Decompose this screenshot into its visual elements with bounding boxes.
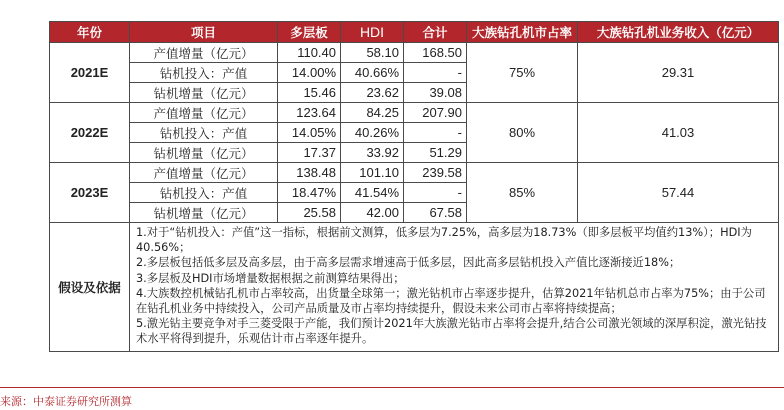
total-cell: 168.50 bbox=[404, 43, 467, 63]
assumption-note: 3.多层板及HDI市场增量数据根据之前测算结果得出； bbox=[136, 271, 405, 285]
hdi-cell: 33.92 bbox=[341, 143, 404, 163]
multilayer-cell: 25.58 bbox=[278, 203, 341, 223]
year-cell: 2021E bbox=[50, 43, 130, 103]
total-cell: 67.58 bbox=[404, 203, 467, 223]
item-cell: 产值增量（亿元） bbox=[130, 163, 278, 183]
hdi-cell: 101.10 bbox=[341, 163, 404, 183]
multilayer-cell: 18.47% bbox=[278, 183, 341, 203]
header-year: 年份 bbox=[50, 22, 130, 43]
multilayer-cell: 14.05% bbox=[278, 123, 341, 143]
item-cell: 钻机投入：产值 bbox=[130, 123, 278, 143]
total-cell: - bbox=[404, 63, 467, 83]
multilayer-cell: 110.40 bbox=[278, 43, 341, 63]
item-cell: 钻机增量（亿元） bbox=[130, 143, 278, 163]
table-row bbox=[50, 43, 779, 63]
hdi-cell: 42.00 bbox=[341, 203, 404, 223]
share-cell: 80% bbox=[467, 103, 578, 163]
total-cell: - bbox=[404, 123, 467, 143]
source-note: 来源：中泰证券研究所测算 bbox=[0, 395, 132, 408]
year-cell: 2023E bbox=[50, 163, 130, 223]
assumptions-notes bbox=[130, 223, 779, 352]
multilayer-cell: 138.48 bbox=[278, 163, 341, 183]
header-revenue: 大族钻孔机业务收入（亿元） bbox=[578, 22, 779, 43]
table-row bbox=[50, 163, 779, 183]
header-share: 大族钻孔机市占率 bbox=[467, 22, 578, 43]
header-item: 项目 bbox=[130, 22, 278, 43]
hdi-cell: 40.66% bbox=[341, 63, 404, 83]
multilayer-cell: 15.46 bbox=[278, 83, 341, 103]
revenue-cell: 57.44 bbox=[578, 163, 779, 223]
item-cell: 钻机增量（亿元） bbox=[130, 83, 278, 103]
year-cell: 2022E bbox=[50, 103, 130, 163]
forecast-table bbox=[49, 21, 779, 352]
assumption-note: 5.激光钻主要竞争对手三菱受限于产能，我们预计2021年大族激光钻市占率将会提升,结合公司激光领域的深厚积淀，激光钻技术水平将得到提升，乐观估计市占率逐年提升。 bbox=[136, 317, 767, 346]
multilayer-cell: 17.37 bbox=[278, 143, 341, 163]
total-cell: 51.29 bbox=[404, 143, 467, 163]
assumption-note: 1.对于“钻机投入：产值”这一指标，根据前文测算，低多层为7.25%，高多层为18.73%（即多层板平均值约13%）；HDI为40.56%； bbox=[136, 226, 752, 255]
multilayer-cell: 14.00% bbox=[278, 63, 341, 83]
hdi-cell: 40.26% bbox=[341, 123, 404, 143]
assumption-note: 2.多层板包括低多层及高多层，由于高多层需求增速高于低多层，因此高多层钻机投入产值比逐渐接近18%； bbox=[136, 256, 681, 270]
item-cell: 产值增量（亿元） bbox=[130, 103, 278, 123]
share-cell: 85% bbox=[467, 163, 578, 223]
header-row bbox=[50, 22, 779, 43]
header-multilayer: 多层板 bbox=[278, 22, 341, 43]
total-cell: 39.08 bbox=[404, 83, 467, 103]
header-hdi: HDI bbox=[341, 22, 404, 43]
total-cell: 207.90 bbox=[404, 103, 467, 123]
item-cell: 钻机投入：产值 bbox=[130, 63, 278, 83]
item-cell: 钻机投入：产值 bbox=[130, 183, 278, 203]
revenue-cell: 29.31 bbox=[578, 43, 779, 103]
total-cell: - bbox=[404, 183, 467, 203]
total-cell: 239.58 bbox=[404, 163, 467, 183]
header-total: 合计 bbox=[404, 22, 467, 43]
multilayer-cell: 123.64 bbox=[278, 103, 341, 123]
revenue-cell: 41.03 bbox=[578, 103, 779, 163]
table-row bbox=[50, 103, 779, 123]
hdi-cell: 58.10 bbox=[341, 43, 404, 63]
assumption-note: 4.大族数控机械钻孔机市占率较高，出货量全球第一；激光钻机市占率逐步提升，估算2021年钻机总市占率为75%；由于公司在钻孔机业务中持续投入，公司产品质量及市占率均持续提升，假设未来公司市占率将持续提高； bbox=[136, 286, 766, 316]
assumptions-row bbox=[50, 223, 779, 352]
source-divider bbox=[0, 387, 784, 388]
share-cell: 75% bbox=[467, 43, 578, 103]
hdi-cell: 41.54% bbox=[341, 183, 404, 203]
item-cell: 产值增量（亿元） bbox=[130, 43, 278, 63]
hdi-cell: 84.25 bbox=[341, 103, 404, 123]
assumptions-label: 假设及依据 bbox=[50, 223, 130, 352]
hdi-cell: 23.62 bbox=[341, 83, 404, 103]
item-cell: 钻机增量（亿元） bbox=[130, 203, 278, 223]
